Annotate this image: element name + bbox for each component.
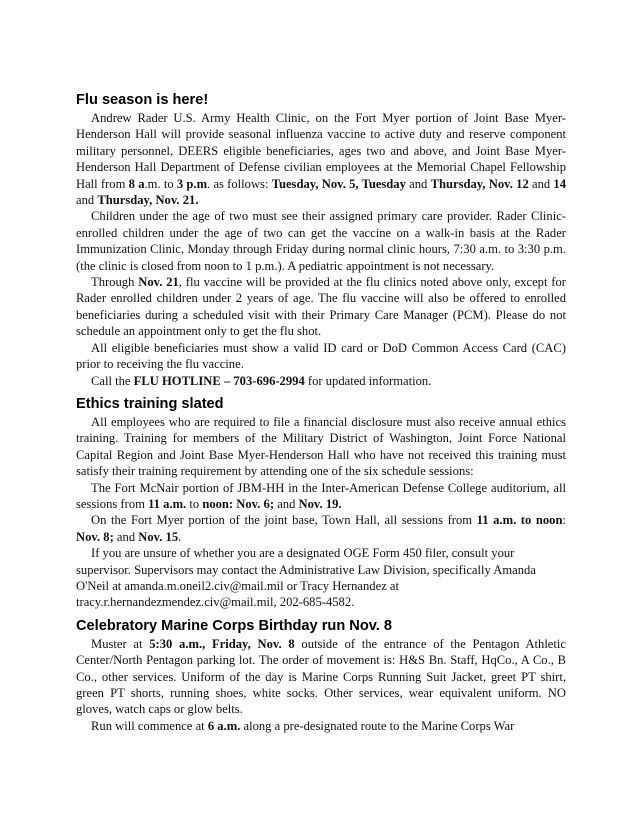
section-heading-ethics: Ethics training slated <box>76 395 224 412</box>
document-page <box>76 91 566 734</box>
paragraph: Andrew Rader U.S. Army Health Clinic, on the Fort Myer portion of Joint Base Myer-Henderson Hall will provide seasonal influenza vaccine to active duty and reserve component military personnel, DEERS eligible beneficiaries, ages two and above, and Joint Base Myer-Henderson Hall Department of Defense civilian employees at the Memorial Chapel Fellowship Hall from 8 a.m. to 3 p.m. as follows: Tuesday, Nov. 5, Tuesday and Thursday, Nov. 12 and 14 and Thursday, Nov. 21. <box>76 111 567 208</box>
paragraph: Call the FLU HOTLINE – 703-696-2994 for updated information. <box>91 373 432 388</box>
paragraph: Children under the age of two must see their assigned primary care provider. Rader Clinic-enrolled children under the age of two can get the vaccine on a walk-in basis at the Rader Immunization Clinic, Monday through Friday during normal clinic hours, 7:30 a.m. to 3:30 p.m. (the clinic is closed from noon to 1 p.m.). A pediatric appointment is not necessary. <box>76 209 566 273</box>
section-heading-flu: Flu season is here! <box>76 92 209 108</box>
paragraph: The Fort McNair portion of JBM-HH in the Inter-American Defense College auditorium, all sessions from 11 a.m. to noon: Nov. 6; and Nov. 19. <box>76 480 566 511</box>
paragraph: On the Fort Myer portion of the joint base, Town Hall, all sessions from 11 a.m. to noon: Nov. 8; and Nov. 15. <box>76 513 566 544</box>
section-heading-marine-run: Celebratory Marine Corps Birthday run Nov. 8 <box>76 617 392 634</box>
paragraph: Run will commence at 6 a.m. along a pre-designated route to the Marine Corps War <box>91 718 515 733</box>
paragraph: All employees who are required to file a financial disclosure must also receive annual ethics training. Training for members of the Military District of Washington, Joint Force National Capital Region and Joint Base Myer-Henderson Hall who have not received this training must satisfy their training requirement by attending one of the six schedule sessions: <box>76 414 566 479</box>
paragraph: If you are unsure of whether you are a designated OGE Form 450 filer, consult your supervisor. Supervisors may contact the Administrative Law Division, specifically Amanda O'Neil at amanda.m.oneil2.civ@mail.mil or Tracy Hernandez at tracy.r.hernandezmendez.civ@mail.mil, 202-685-4582. <box>76 546 536 610</box>
paragraph: Through Nov. 21, flu vaccine will be provided at the flu clinics noted above only, except for Rader enrolled children under 2 years of age. The flu vaccine will also be offered to enrolled beneficiaries during a scheduled visit with their Primary Care Manager (PCM). Please do not schedule an appointment only to get the flu shot. <box>76 275 566 339</box>
paragraph: Muster at 5:30 a.m., Friday, Nov. 8 outside of the entrance of the Pentagon Athletic Center/North Pentagon parking lot. The order of movement is: H&S Bn. Staff, HqCo., A Co., B Co., other services. Uniform of the day is Marine Corps Running Suit Jacket, greet PT shirt, green PT shorts, running shoes, white socks. Other services, wear equivalent uniform. NO gloves, watch caps or glow belts. <box>76 636 566 717</box>
paragraph: All eligible beneficiaries must show a valid ID card or DoD Common Access Card (CAC) prior to receiving the flu vaccine. <box>76 340 566 372</box>
